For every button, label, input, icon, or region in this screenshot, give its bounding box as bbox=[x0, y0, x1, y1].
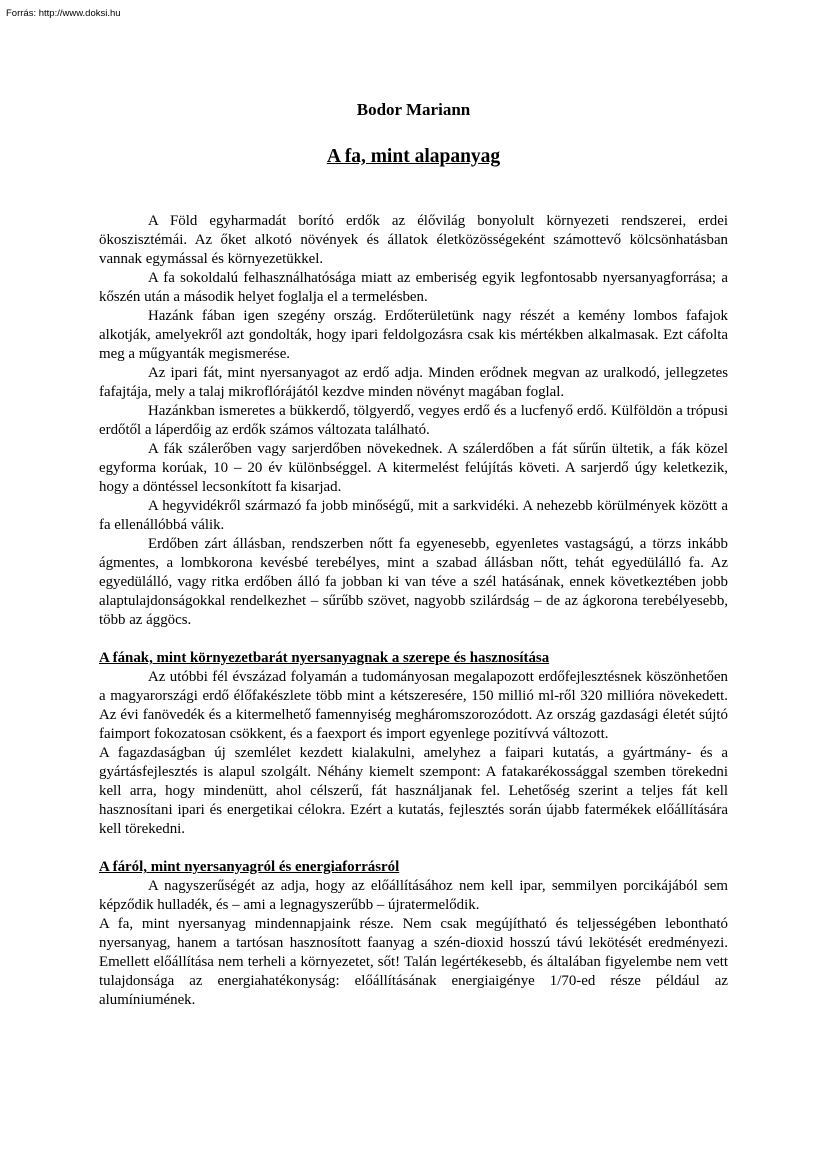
section-heading: A fának, mint környezetbarát nyersanyagnak a szerepe és hasznosítása bbox=[99, 650, 550, 666]
document-body bbox=[99, 212, 728, 1010]
document-title: A fa, mint alapanyag bbox=[326, 146, 501, 167]
section-heading: A fáról, mint nyersanyagról és energiaforrásról bbox=[99, 859, 400, 875]
author-name: Bodor Mariann bbox=[356, 100, 471, 119]
body-paragraph: Erdőben zárt állásban, rendszerben nőtt fa egyenesebb, egyenletes vastagságú, a törzs inkább ágmentes, a lombkorona kevésbé terebélyes, mint a szabad állásban nőtt, tehát egyedülálló fa. Az egyedülálló, vagy ritka erdőben álló fa jobban ki van téve a szél hatásának, ennek következtében jobb alaptulajdonságokkal rendelkezhet – sűrűbb szövet, nagyobb szilárdság – de az ágkorona terebélyesebb, több az ággöcs. bbox=[99, 536, 728, 628]
source-note: Forrás: http://www.doksi.hu bbox=[6, 8, 121, 19]
body-paragraph: A nagyszerűségét az adja, hogy az előállításához nem kell ipar, semmilyen porcikájából sem képződik hulladék, és – ami a legnagyszerűbb – újratermelődik. bbox=[99, 878, 728, 913]
body-paragraph: Az utóbbi fél évszázad folyamán a tudományosan megalapozott erdőfejlesztésnek köszönhetően a magyarországi erdő élőfakészlete több mint a kétszeresére, 150 millió ml-ről 320 millióra növekedett. Az évi fanövedék és a kitermelhető famennyiség megháromszorozódott. Az ország gazdasági életét sújtó faimport fokozatosan csökkent, és a faexport és import egyenlege pozitívvá változott. bbox=[99, 669, 728, 742]
body-paragraph: Hazánkban ismeretes a bükkerdő, tölgyerdő, vegyes erdő és a lucfenyő erdő. Külföldön a trópusi erdőtől a láperdőig az erdők számos változata található. bbox=[99, 403, 728, 438]
body-paragraph: Hazánk fában igen szegény ország. Erdőterületünk nagy részét a kemény lombos fafajok alkotják, amelyekről azt gondolták, hogy ipari feldolgozásra csak kis mértékben alkalmasak. Ezt cáfolta meg a műgyanták megismerése. bbox=[99, 308, 728, 362]
body-paragraph: A Föld egyharmadát borító erdők az élővilág bonyolult környezeti rendszerei, erdei ökoszisztémái. Az őket alkotó növények és állatok életközösségeként számottevő kölcsönhatásban vannak egymással és környezetükkel. bbox=[99, 213, 728, 267]
body-paragraph: A fa sokoldalú felhasználhatósága miatt az emberiség egyik legfontosabb nyersanyagforrása; a kőszén után a második helyet foglalja el a termelésben. bbox=[99, 270, 728, 305]
body-paragraph: A fagazdaságban új szemlélet kezdett kialakulni, amelyhez a faipari kutatás, a gyártmány- és a gyártásfejlesztés is alapul szolgált. Néhány kiemelt szempont: A fatakarékossággal szemben törekedni kell arra, hogy mindenütt, ahol célszerű, fát használjanak fel. Lehetőség szerint a teljes fát kell hasznosítani ipari és energetikai célokra. Ezért a kutatás, fejlesztés során újabb fatermékek előállítására kell törekedni. bbox=[99, 745, 728, 837]
body-paragraph: A fa, mint nyersanyag mindennapjaink része. Nem csak megújítható és teljességében lebontható nyersanyag, hanem a tartósan hasznosított faanyag a szén-dioxid hosszú távú lekötését eredményezi. Emellett előállítása nem terheli a környezetet, sőt! Talán legértékesebb, és általában figyelembe nem vett tulajdonsága az energiahatékonyság: előállításának energiaigénye 1/70-ed része például az alumíniumének. bbox=[99, 916, 728, 1008]
body-paragraph: Az ipari fát, mint nyersanyagot az erdő adja. Minden erődnek megvan az uralkodó, jellegzetes fafajtája, mely a talaj mikroflórájától kezdve minden növényt magában foglal. bbox=[99, 365, 728, 400]
body-paragraph: A hegyvidékről származó fa jobb minőségű, mit a sarkvidéki. A nehezebb körülmények között a fa ellenállóbbá válik. bbox=[99, 498, 728, 533]
body-paragraph: A fák szálerőben vagy sarjerdőben növekednek. A szálerdőben a fát sűrűn ültetik, a fák közel egyforma korúak, 10 – 20 év különbséggel. A kitermelést felújítás követi. A sarjerdő úgy keletkezik, hogy a döntéssel lecsonkított fa kisarjad. bbox=[99, 441, 728, 495]
